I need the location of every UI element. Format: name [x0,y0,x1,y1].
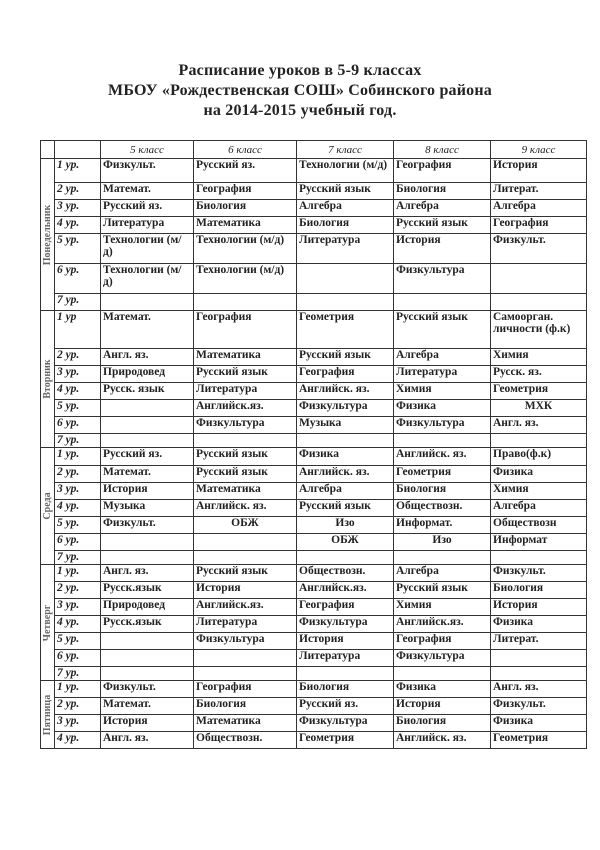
subject-cell-class-6: Русский язык [194,448,297,466]
lesson-number: 1 ур. [55,681,101,698]
subject-cell-class-8: Русский язык [394,217,491,234]
lesson-number: 4 ур. [55,616,101,633]
lesson-row [41,732,587,749]
subject-cell-class-7: История [297,633,394,650]
subject-cell-class-7: Русский язык [297,349,394,366]
lesson-row [41,234,587,264]
subject-cell-class-5: Математ. [101,311,194,349]
subject-cell-class-5: Природовед [101,599,194,616]
subject-cell-class-5 [101,633,194,650]
subject-cell-class-7: Физкультура [297,400,394,417]
header-row [41,141,587,159]
subject-cell-class-7: Английск.яз. [297,582,394,599]
subject-cell-class-7: Литература [297,650,394,667]
lesson-number: 3 ур. [55,599,101,616]
subject-cell-class-9: Геометрия [491,732,587,749]
subject-cell-class-9: Химия [491,349,587,366]
subject-cell-class-9 [491,551,587,565]
subject-cell-class-6 [194,434,297,448]
subject-cell-class-5: История [101,715,194,732]
lesson-number: 4 ур. [55,500,101,517]
subject-cell-class-7: Литература [297,234,394,264]
lesson-row [41,534,587,551]
lesson-number: 5 ур. [55,633,101,650]
lesson-number: 6 ур. [55,650,101,667]
subject-cell-class-5: Физкульт. [101,159,194,183]
subject-cell-class-9: Физкульт. [491,234,587,264]
subject-cell-class-8: Физика [394,681,491,698]
lesson-row [41,582,587,599]
subject-cell-class-5 [101,417,194,434]
subject-cell-class-9: История [491,599,587,616]
lesson-row [41,633,587,650]
day-name: Среда [41,492,53,520]
lesson-row [41,616,587,633]
subject-cell-class-8: Алгебра [394,200,491,217]
subject-cell-class-7: Геометрия [297,311,394,349]
subject-cell-class-9: Физика [491,715,587,732]
lesson-row [41,366,587,383]
subject-cell-class-8: Английск.яз. [394,616,491,633]
subject-cell-class-7: Музыка [297,417,394,434]
subject-cell-class-5 [101,534,194,551]
subject-cell-class-8: История [394,234,491,264]
subject-cell-class-6: Литература [194,383,297,400]
subject-cell-class-7 [297,264,394,294]
subject-cell-class-9: Физкульт. [491,698,587,715]
subject-cell-class-9: География [491,217,587,234]
lesson-number: 3 ур. [55,715,101,732]
subject-cell-class-8: Физкультура [394,417,491,434]
day-name: Пятница [41,694,53,735]
title-line-1: Расписание уроков в 5-9 классах [178,62,422,79]
day-name: Вторник [41,359,53,399]
subject-cell-class-9: Русск. яз. [491,366,587,383]
subject-cell-class-6: История [194,582,297,599]
subject-cell-class-6: Биология [194,698,297,715]
subject-cell-class-8: Русский язык [394,582,491,599]
subject-cell-class-8: Геометрия [394,466,491,483]
subject-cell-class-6: География [194,311,297,349]
subject-cell-class-7: Английск. яз. [297,466,394,483]
subject-cell-class-7: Физика [297,448,394,466]
subject-cell-class-6: Русский язык [194,565,297,582]
lesson-row [41,500,587,517]
subject-cell-class-8 [394,294,491,311]
header-class-7: 7 класс [297,141,394,159]
subject-cell-class-8: Биология [394,715,491,732]
subject-cell-class-9: МХК [491,400,587,417]
lesson-row [41,667,587,681]
subject-cell-class-7: Русский яз. [297,698,394,715]
subject-cell-class-6: Математика [194,483,297,500]
subject-cell-class-7: ОБЖ [297,534,394,551]
subject-cell-class-6 [194,650,297,667]
subject-cell-class-8: Физкультура [394,264,491,294]
lesson-number: 5 ур. [55,234,101,264]
subject-cell-class-6: Математика [194,349,297,366]
header-class-8: 8 класс [394,141,491,159]
lesson-row [41,565,587,582]
lesson-number: 2 ур. [55,582,101,599]
subject-cell-class-7: Изо [297,517,394,534]
lesson-row [41,417,587,434]
subject-cell-class-6: Физкультура [194,417,297,434]
header-class-5: 5 класс [101,141,194,159]
header-lesson [55,141,101,159]
lesson-number: 6 ур. [55,534,101,551]
lesson-row [41,217,587,234]
lesson-number: 1 ур. [55,448,101,466]
lesson-row [41,599,587,616]
subject-cell-class-8: Физкультура [394,650,491,667]
subject-cell-class-5: Русский яз. [101,200,194,217]
subject-cell-class-6 [194,534,297,551]
lesson-number: 5 ур. [55,517,101,534]
subject-cell-class-8 [394,667,491,681]
subject-cell-class-7: География [297,599,394,616]
subject-cell-class-9: Англ. яз. [491,681,587,698]
lesson-number: 2 ур. [55,466,101,483]
subject-cell-class-7: Физкультура [297,715,394,732]
subject-cell-class-6: География [194,681,297,698]
subject-cell-class-8: Алгебра [394,565,491,582]
subject-cell-class-7: Обществозн. [297,565,394,582]
subject-cell-class-7 [297,294,394,311]
subject-cell-class-5: Русский яз. [101,448,194,466]
subject-cell-class-7 [297,667,394,681]
subject-cell-class-8: Изо [394,534,491,551]
subject-cell-class-9: Литерат. [491,633,587,650]
lesson-row [41,349,587,366]
lesson-number: 5 ур. [55,400,101,417]
subject-cell-class-8: Литература [394,366,491,383]
day-label-cell [41,681,55,749]
day-label-cell [41,311,55,448]
day-label-cell [41,448,55,565]
subject-cell-class-8: Биология [394,183,491,200]
subject-cell-class-5 [101,650,194,667]
subject-cell-class-5 [101,551,194,565]
subject-cell-class-9: Алгебра [491,500,587,517]
subject-cell-class-7: Русский язык [297,500,394,517]
subject-cell-class-7: Геометрия [297,732,394,749]
lesson-row [41,681,587,698]
subject-cell-class-8: История [394,698,491,715]
subject-cell-class-7: Алгебра [297,200,394,217]
subject-cell-class-5 [101,400,194,417]
subject-cell-class-5: Технологии (м/д) [101,264,194,294]
day-label-cell [41,159,55,311]
subject-cell-class-5: История [101,483,194,500]
lesson-number: 7 ур. [55,551,101,565]
title-line-3: на 2014-2015 учебный год. [203,102,397,119]
lesson-number: 1 ур [55,311,101,349]
subject-cell-class-6: Математика [194,715,297,732]
subject-cell-class-9: Обществозн [491,517,587,534]
subject-cell-class-6: Русский яз. [194,159,297,183]
lesson-number: 6 ур. [55,264,101,294]
lesson-row [41,448,587,466]
lesson-row [41,715,587,732]
subject-cell-class-8 [394,551,491,565]
subject-cell-class-9 [491,294,587,311]
header-class-9: 9 класс [491,141,587,159]
subject-cell-class-9: Право(ф.к) [491,448,587,466]
subject-cell-class-7: Биология [297,681,394,698]
subject-cell-class-8: Алгебра [394,349,491,366]
subject-cell-class-9 [491,434,587,448]
subject-cell-class-8: Информат. [394,517,491,534]
subject-cell-class-9: История [491,159,587,183]
lesson-row [41,159,587,183]
lesson-row [41,698,587,715]
subject-cell-class-6: Математика [194,217,297,234]
subject-cell-class-7: Технологии (м/д) [297,159,394,183]
subject-cell-class-7 [297,551,394,565]
subject-cell-class-5: Англ. яз. [101,565,194,582]
day-name: Понедельник [41,204,53,265]
subject-cell-class-5: Литература [101,217,194,234]
schedule-table [40,140,587,749]
subject-cell-class-7: Физкультура [297,616,394,633]
lesson-number: 7 ур. [55,294,101,311]
lesson-row [41,400,587,417]
lesson-row [41,650,587,667]
header-day [41,141,55,159]
subject-cell-class-8: Физика [394,400,491,417]
lesson-number: 4 ур. [55,383,101,400]
subject-cell-class-6: Русский язык [194,466,297,483]
subject-cell-class-6: Обществозн. [194,732,297,749]
lesson-row [41,434,587,448]
subject-cell-class-5: Технологии (м/д) [101,234,194,264]
header-class-6: 6 класс [194,141,297,159]
subject-cell-class-5: Математ. [101,183,194,200]
lesson-row [41,551,587,565]
subject-cell-class-6: Русский язык [194,366,297,383]
subject-cell-class-8: География [394,633,491,650]
subject-cell-class-5: Русск.язык [101,582,194,599]
subject-cell-class-7: География [297,366,394,383]
subject-cell-class-9: Биология [491,582,587,599]
subject-cell-class-5: Англ. яз. [101,349,194,366]
lesson-number: 2 ур. [55,349,101,366]
lesson-row [41,264,587,294]
subject-cell-class-7: Алгебра [297,483,394,500]
subject-cell-class-7: Русский язык [297,183,394,200]
lesson-number: 1 ур. [55,159,101,183]
subject-cell-class-5: Физкульт. [101,681,194,698]
subject-cell-class-5 [101,294,194,311]
subject-cell-class-5: Русск.язык [101,616,194,633]
lesson-number: 4 ур. [55,217,101,234]
lesson-number: 7 ур. [55,434,101,448]
subject-cell-class-9: Англ. яз. [491,417,587,434]
lesson-row [41,200,587,217]
subject-cell-class-6: География [194,183,297,200]
lesson-row [41,517,587,534]
subject-cell-class-6 [194,551,297,565]
subject-cell-class-9: Физика [491,616,587,633]
subject-cell-class-8: География [394,159,491,183]
subject-cell-class-7 [297,434,394,448]
subject-cell-class-9 [491,650,587,667]
subject-cell-class-6: Технологии (м/д) [194,264,297,294]
subject-cell-class-9: Физика [491,466,587,483]
subject-cell-class-8: Английск. яз. [394,732,491,749]
subject-cell-class-8: Химия [394,383,491,400]
subject-cell-class-5: Математ. [101,698,194,715]
lesson-number: 6 ур. [55,417,101,434]
subject-cell-class-7: Английск. яз. [297,383,394,400]
subject-cell-class-6: Английск.яз. [194,599,297,616]
subject-cell-class-9: Химия [491,483,587,500]
subject-cell-class-8: Английск. яз. [394,448,491,466]
subject-cell-class-6 [194,667,297,681]
subject-cell-class-9: Информат [491,534,587,551]
subject-cell-class-5 [101,667,194,681]
subject-cell-class-9: Геометрия [491,383,587,400]
lesson-row [41,383,587,400]
subject-cell-class-5 [101,434,194,448]
lesson-row [41,311,587,349]
title-line-2: МБОУ «Рождественская СОШ» Собинского района [108,82,492,99]
subject-cell-class-9: Литерат. [491,183,587,200]
subject-cell-class-6: ОБЖ [194,517,297,534]
subject-cell-class-6: Физкультура [194,633,297,650]
subject-cell-class-5: Русск. язык [101,383,194,400]
subject-cell-class-8: Биология [394,483,491,500]
subject-cell-class-6 [194,294,297,311]
subject-cell-class-8: Русский язык [394,311,491,349]
subject-cell-class-5: Природовед [101,366,194,383]
subject-cell-class-6: Английск.яз. [194,400,297,417]
subject-cell-class-5: Физкульт. [101,517,194,534]
lesson-row [41,466,587,483]
lesson-number: 4 ур. [55,732,101,749]
lesson-number: 1 ур. [55,565,101,582]
day-name: Четверг [41,604,53,641]
subject-cell-class-6: Биология [194,200,297,217]
subject-cell-class-6: Технологии (м/д) [194,234,297,264]
schedule-body [41,159,587,749]
lesson-row [41,183,587,200]
lesson-number: 3 ур. [55,200,101,217]
subject-cell-class-9: Самоорган. личности (ф.к) [491,311,587,349]
subject-cell-class-6: Литература [194,616,297,633]
subject-cell-class-9 [491,264,587,294]
subject-cell-class-9: Алгебра [491,200,587,217]
lesson-number: 2 ур. [55,183,101,200]
subject-cell-class-9: Физкульт. [491,565,587,582]
subject-cell-class-5: Математ. [101,466,194,483]
lesson-number: 3 ур. [55,483,101,500]
lesson-number: 7 ур. [55,667,101,681]
lesson-row [41,294,587,311]
day-label-cell [41,565,55,681]
subject-cell-class-8: Химия [394,599,491,616]
subject-cell-class-5: Англ. яз. [101,732,194,749]
lesson-number: 2 ур. [55,698,101,715]
subject-cell-class-8: Обществозн. [394,500,491,517]
subject-cell-class-8 [394,434,491,448]
subject-cell-class-7: Биология [297,217,394,234]
lesson-row [41,483,587,500]
subject-cell-class-6: Английск. яз. [194,500,297,517]
subject-cell-class-5: Музыка [101,500,194,517]
subject-cell-class-9 [491,667,587,681]
lesson-number: 3 ур. [55,366,101,383]
